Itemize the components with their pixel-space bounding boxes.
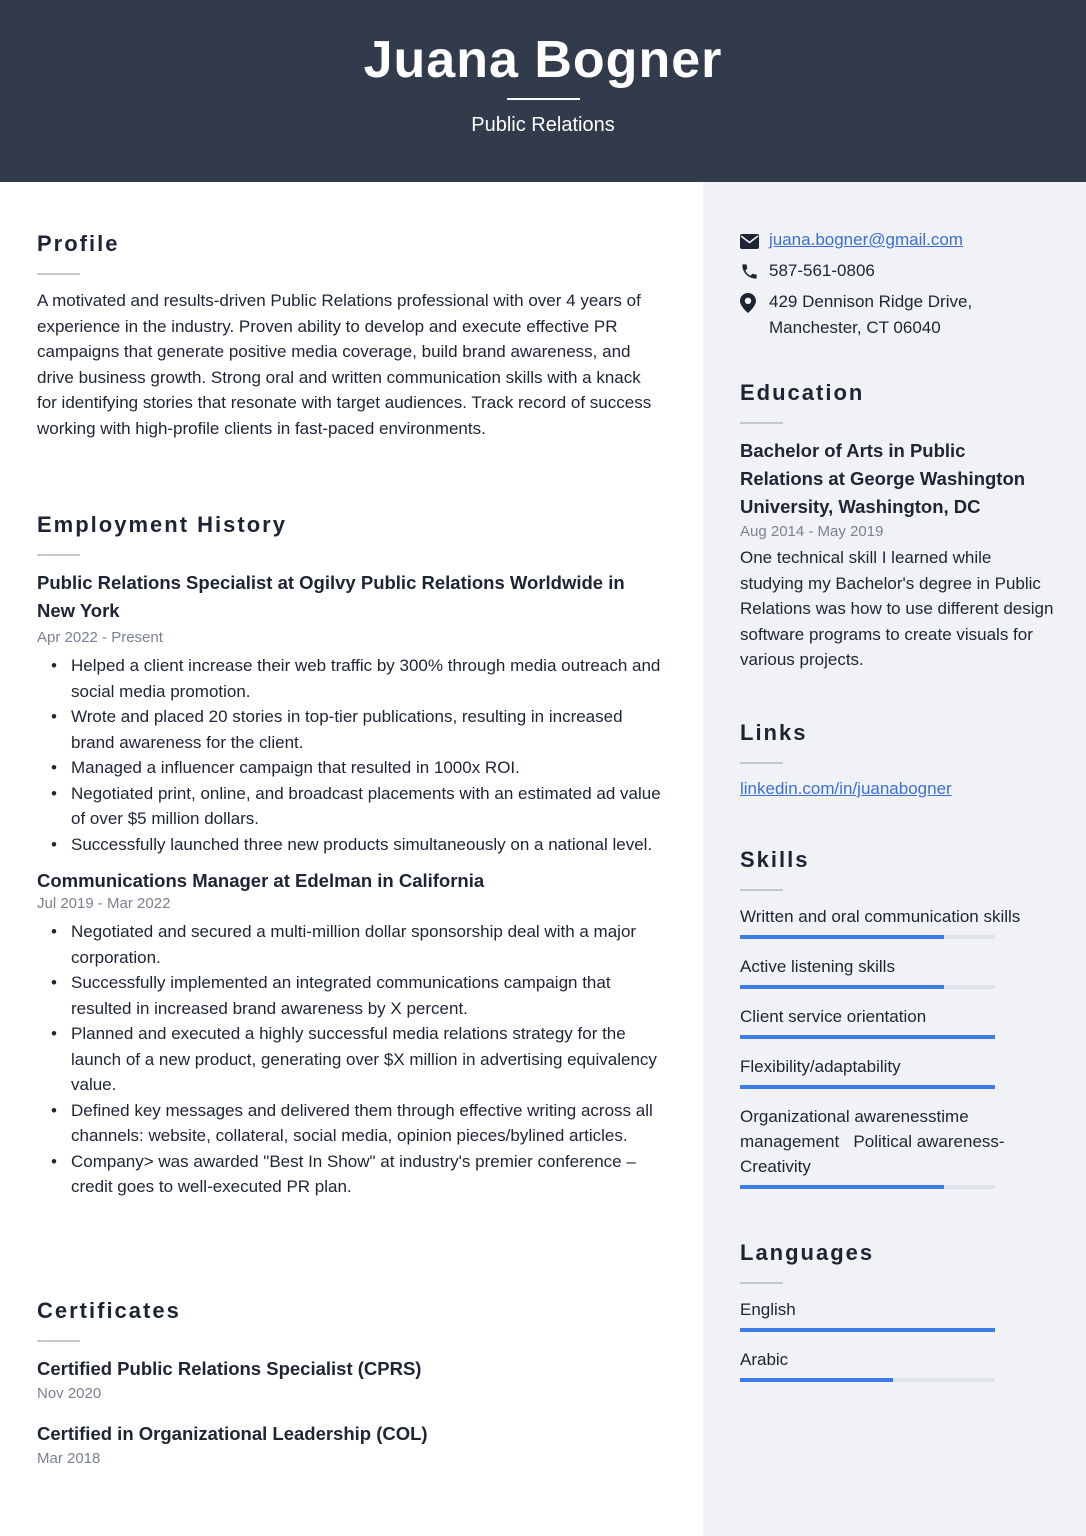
employment-section — [37, 512, 665, 1200]
languages-heading: Languages — [740, 1240, 875, 1265]
job-title: Public Relations Specialist at Ogilvy Public Relations Worldwide in New York — [37, 572, 625, 621]
profile-text: A motivated and results-driven Public Relations professional with over 4 years of experience in the industry. Proven ability to develop and execute effective PR campaigns that generate positive media coverage, build brand awareness, and drive business growth. Strong oral and written communication skills with a knack for identifying stories that resonate with target audiences. Track record of success working with high-profile clients in fast-paced environments. — [37, 291, 652, 438]
address-line-1: 429 Dennison Ridge Drive, — [769, 292, 973, 311]
language-label: Arabic — [740, 1350, 789, 1369]
list-item: • Negotiated print, online, and broadcast placements with an estimated ad value of over $5 million dollars. — [51, 781, 665, 832]
list-item: • Successfully implemented an integrated communications campaign that resulted in increased brand awareness by X percent. — [51, 970, 665, 1021]
contact-phone-row — [740, 258, 1060, 289]
contact-section — [740, 227, 1060, 340]
skill-label: Organizational awarenesstime management Political awareness- Creativity — [740, 1107, 1010, 1176]
education-section — [740, 380, 1060, 673]
certificate-entry — [37, 1420, 665, 1470]
list-item: • Managed a influencer campaign that resulted in 1000x ROI. — [51, 755, 665, 781]
skill-bar-fill — [740, 1085, 995, 1089]
job-dates: Jul 2019 - Mar 2022 — [37, 895, 171, 912]
certificate-entry — [37, 1355, 665, 1405]
contact-email-row — [740, 227, 1060, 257]
job-bullets — [51, 653, 665, 857]
section-divider — [740, 889, 783, 891]
address — [769, 289, 972, 340]
list-item: • Negotiated and secured a multi-million dollar sponsorship deal with a major corporation. — [51, 919, 665, 970]
list-item: • Defined key messages and delivered them through effective writing across all channels: website, collateral, social media, opinion pieces/bylined articles. — [51, 1098, 665, 1149]
skills-heading: Skills — [740, 847, 810, 872]
phone-number: 587-561-0806 — [769, 260, 875, 280]
language-item — [740, 1297, 1060, 1332]
skill-item — [740, 1104, 1060, 1189]
skills-section — [740, 847, 1060, 1189]
certificate-name: Certified in Organizational Leadership (COL) — [37, 1423, 428, 1444]
language-bar-fill — [740, 1378, 893, 1382]
skill-bar-track — [740, 1085, 995, 1089]
employment-heading: Employment History — [37, 512, 287, 537]
candidate-name: Juana Bogner — [363, 31, 723, 89]
skill-item — [740, 954, 1060, 989]
skill-bar-track — [740, 985, 995, 989]
job-entry — [37, 569, 665, 857]
section-divider — [740, 762, 783, 764]
certificate-date: Nov 2020 — [37, 1385, 102, 1402]
candidate-role: Public Relations — [471, 114, 615, 136]
profile-heading: Profile — [37, 231, 120, 256]
education-heading: Education — [740, 380, 865, 405]
skill-item — [740, 1054, 1060, 1089]
job-bullets — [51, 919, 665, 1200]
skill-bar-fill — [740, 985, 944, 989]
header-divider — [507, 98, 580, 100]
language-bar-fill — [740, 1328, 995, 1332]
links-heading: Links — [740, 720, 808, 745]
skills-list — [740, 904, 1060, 1189]
language-label: English — [740, 1300, 796, 1319]
skill-bar-track — [740, 1185, 995, 1189]
certificate-date: Mar 2018 — [37, 1450, 101, 1467]
job-entry — [37, 867, 665, 1200]
language-bar-track — [740, 1328, 995, 1332]
certificate-name: Certified Public Relations Specialist (CPRS) — [37, 1358, 422, 1379]
email-link[interactable]: juana.bogner@gmail.com — [769, 230, 963, 249]
certificates-heading: Certificates — [37, 1298, 181, 1323]
skill-bar-fill — [740, 1035, 995, 1039]
list-item: • Helped a client increase their web traffic by 300% through media outreach and social media promotion. — [51, 653, 665, 704]
section-divider — [37, 554, 80, 556]
list-item: • Wrote and placed 20 stories in top-tier publications, resulting in increased brand awareness for the client. — [51, 704, 665, 755]
job-title: Communications Manager at Edelman in California — [37, 870, 485, 891]
skill-label: Written and oral communication skills — [740, 907, 1021, 926]
certificates-section — [37, 1298, 665, 1470]
skill-bar-fill — [740, 1185, 944, 1189]
section-divider — [37, 1340, 80, 1342]
list-item: • Planned and executed a highly successful media relations strategy for the launch of a new product, generating over $X million in advertising equivalency value. — [51, 1021, 665, 1098]
phone-icon — [740, 258, 769, 289]
languages-section — [740, 1240, 1060, 1382]
skill-item — [740, 904, 1060, 939]
section-divider — [740, 422, 783, 424]
language-bar-track — [740, 1378, 995, 1382]
education-dates: Aug 2014 - May 2019 — [740, 523, 884, 540]
skill-bar-fill — [740, 935, 944, 939]
address-line-2: Manchester, CT 06040 — [769, 317, 941, 337]
list-item: • Company> was awarded "Best In Show" at industry's premier conference – credit goes to well-executed PR plan. — [51, 1149, 665, 1200]
language-item — [740, 1347, 1060, 1382]
skill-item — [740, 1004, 1060, 1039]
location-pin-icon — [740, 289, 769, 321]
skill-bar-track — [740, 935, 995, 939]
skill-label: Client service orientation — [740, 1007, 927, 1026]
degree-title: Bachelor of Arts in Public Relations at George Washington University, Washington, DC — [740, 440, 1026, 517]
resume-header — [0, 0, 1086, 182]
links-section — [740, 720, 1060, 802]
profile-section — [37, 231, 665, 441]
section-divider — [740, 1282, 783, 1284]
education-description: One technical skill I learned while studying my Bachelor's degree in Public Relations was how to use different design software programs to create visuals for various projects. — [740, 548, 1054, 669]
list-item: • Successfully launched three new products simultaneously on a national level. — [51, 832, 665, 858]
skill-label: Flexibility/adaptability — [740, 1057, 901, 1076]
contact-address-row — [740, 289, 1060, 340]
envelope-icon — [740, 227, 769, 257]
skill-bar-track — [740, 1035, 995, 1039]
languages-list — [740, 1297, 1060, 1382]
linkedin-link[interactable]: linkedin.com/in/juanabogner — [740, 779, 952, 798]
job-dates: Apr 2022 - Present — [37, 629, 163, 646]
section-divider — [37, 273, 80, 275]
skill-label: Active listening skills — [740, 957, 895, 976]
